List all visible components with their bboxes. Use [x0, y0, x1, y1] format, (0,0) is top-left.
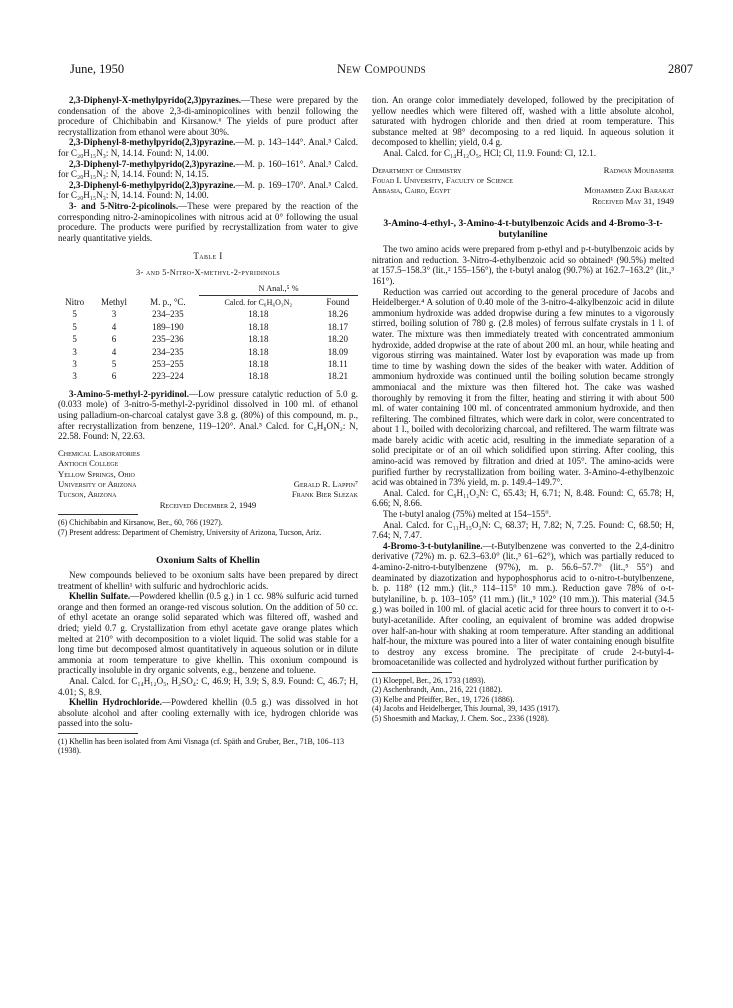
analysis: Anal. Calcd. for C₁₁H₁₅O₂N: C, 68.37; H, 7.82; N, 7.25. Found: C, 68.50; H, 7.64; N, 7.47.	[372, 519, 674, 541]
paragraph	[58, 201, 358, 243]
footnote: (1) Kloeppel, Ber., 26, 1733 (1893).	[372, 675, 486, 685]
table-row	[58, 346, 358, 358]
address-line: Tucson, Arizona	[58, 489, 117, 500]
author-name: Mohammed Zaki Barakat	[584, 185, 674, 196]
address-line: University of Arizona	[58, 478, 137, 489]
paragraph: New compounds believed to be oxonium salts have been prepared by direct treatment of khellin¹ with sulfuric and hydrochloric acids.	[58, 569, 358, 591]
footnote: (3) Kelbe and Pfeiffer, Ber., 19, 1726 (1886).	[372, 694, 515, 704]
paragraph-text: —These were prepared by the condensation of the above 2,3-di-aminopicolines with benzil following the procedure of Chichibabin and Kirsanow.⁶ The yields of pure product after recrystallization from ethanol were about 30%.	[58, 95, 358, 137]
paragraph: The two amino acids were prepared from p-ethyl and p-t-butylbenzoic acids by nitration and reduction. 3-Nitro-4-ethylbenzoic acid so obtained¹ (90.5%) melted at 157.5–158.3° (lit.,² 155–156°), the t-butyl analog (90.7%) at 162.7–163.2° (lit.,³ 161°).	[372, 244, 674, 286]
table-header-cell: Calcd. for C₆H₆O₃N₂	[199, 295, 318, 308]
table-cell: 4	[111, 346, 117, 357]
table-cell: 18.11	[327, 358, 348, 369]
author-name: Radwan Moubasher	[603, 164, 674, 175]
compound-heading: 3- and 5-Nitro-2-picolinols.	[69, 200, 179, 211]
running-header	[70, 62, 693, 78]
footnote-rule	[372, 672, 452, 673]
header-section: New Compounds	[337, 62, 426, 76]
table-cell: 3	[72, 358, 77, 369]
received-date: Received May 31, 1949	[591, 195, 674, 206]
paragraph: tion. An orange color immediately developed, followed by the precipitation of yellow needles which were filtered off, washed with a little absolute alcohol, saturated with hydrogen chloride and then dried at room temperature. This substance melted at 98° decomposing to a red liquid. In aqueous solution it decomposed to khellin; yield, 0.4 g.	[372, 95, 674, 148]
address-line: Fouad I. University, Faculty of Science	[372, 174, 513, 185]
article-title: 3-Amino-4-ethyl-, 3-Amino-4-t-butylbenzoic Acids and 4-Bromo-3-t-butylaniline	[383, 218, 663, 241]
left-column	[58, 95, 358, 756]
page-number: 2807	[668, 62, 693, 76]
author-name: Gerald R. Lappin⁷	[293, 478, 358, 489]
analysis: Anal. Calcd. for C₁₄H₁₂O₅, H₂SO₄: C, 46.9; H, 3.9; S, 8.9. Found: C, 46.7; H, 4.01; S, 8.9.	[58, 675, 358, 697]
address-line: Abbasia, Cairo, Egypt	[372, 185, 451, 196]
table-cell: 6	[111, 334, 117, 345]
table-cell: 223–224	[152, 371, 184, 382]
table-cell: 5	[72, 309, 77, 320]
address-line: Yellow Springs, Ohio	[58, 468, 135, 479]
paragraph: Reduction was carried out according to the general procedure of Jacobs and Heidelberger.⁴ A solution of 0.40 mole of the 3-nitro-4-alkylbenzoic acid in dilute ammonium hydroxide was added dropwise during a few minutes to a vigorously stirred, boiling solution of 780 g. (2.8 moles) of ferrous sulfate crystals in 1 l. of water. The mixture was then immediately treated with concentrated ammonium hydroxide, added dropwise at the rate of about 200 ml. an hour, while heating and vigorous stirring was maintained. Water lost by evaporation was made up from time to time by washing down the sides of the beaker with water. Addition of ammonium hydroxide was continued until the boiling solution became strongly ammoniacal and the mixture was then filtered hot. The cake was washed thoroughly by removing it from the filter, heating and stirring it with about 500 ml. of water containing 100 ml. of concentrated ammonium hydroxide, and then refiltering. The combined filtrates, which were dark in color, were concentrated to about 1 l., boiled with decolorizing charcoal, and refiltered. The warm filtrate was made barely acidic with acetic acid, resulting in the immediate separation of a solid precipitate or of an oil which solidified upon stirring. After cooling, this amino-acid was removed by filtration and dried at 105°. The amino-acids were purified further by recrystallization from boiling water. 3-Amino-4-ethylbenzoic acid was obtained in 73% yield, m. p. 149.4–149.7°.	[372, 286, 674, 488]
compound-heading: 2,3-Diphenyl-X-methylpyrido(2,3)pyrazines.	[69, 95, 242, 105]
table-cell: 18.09	[327, 346, 348, 357]
table-header-cell: Found	[318, 295, 358, 308]
table-row	[58, 308, 358, 320]
compound-heading: 2,3-Diphenyl-7-methylpyrido(2,3)pyrazine.	[69, 158, 236, 169]
footnote: (5) Shoesmith and Mackay, J. Chem. Soc., 2336 (1928).	[372, 713, 550, 723]
analysis: Anal. Calcd. for C₉H₁₁O₂N: C, 65.43; H, 6.71; N, 8.48. Found: C, 65.78; H, 6.66; N, 8.66.	[372, 487, 674, 509]
table-cell: 3	[72, 346, 77, 357]
header-date: June, 1950	[70, 62, 125, 76]
table-row	[58, 358, 358, 370]
paragraph-text: —M. p. 143–144°. Anal.⁵ Calcd. for C₂₀H₁₅N₃: N, 14.14. Found: N, 14.00.	[58, 137, 358, 158]
table-row	[58, 321, 358, 333]
compound-heading: Khellin Hydrochloride.	[69, 697, 162, 708]
table-cell: 18.21	[327, 371, 348, 382]
table-row	[58, 370, 358, 382]
table-cell: 5	[72, 321, 77, 332]
table-header-cell: M. p., °C.	[150, 296, 186, 307]
table-cell: 18.18	[248, 321, 269, 332]
paragraph-text: —M. p. 160–161°. Anal.⁵ Calcd. for C₂₀H₁₅N₃: N, 14.14. Found: N, 14.15.	[58, 158, 358, 180]
paragraph-text: —t-Butylbenzene was converted to the 2,4-dinitro derivative (72%) m. p. 62.3–63.0° (lit.,⁵ 61–62°), which was partially reduced to 4-amino-2-nitro-t-butylbenzene (97%), m. p. 56.6–57.7° (lit.,⁵ 55°) and deaminated by diazotization and hypophosphorus acid to o-nitro-t-butylbenzene, b. p. 118° (12 mm.) (lit.,⁵ 114–115° 10 mm.). Reduction gave 78% of o-t-butylaniline, b. p. 103–105° (11 mm.) (lit.,⁵ 102° (10 mm.)). This material (34.5 g.) was boiled in 100 ml. of glacial acetic acid for three hours to convert it to o-t-butyl-acetanilide. After cooling, an equivalent of bromine was added dropwise over half-an-hour with shaking at room temperature. After standing an additional half-hour, the mixture was poured into a liter of water containing enough bisulfite to destroy any excess bromine. The precipitate of crude 2-t-butyl-4-bromoacetanilide was collected and hydrolyzed without further purification by	[372, 540, 674, 668]
table-cell: 18.18	[248, 309, 269, 320]
table-cell: 253–255	[152, 358, 184, 369]
table-cell: 234–235	[152, 309, 184, 320]
article-title: Oxonium Salts of Khellin	[156, 554, 260, 566]
footnote: (1) Khellin has been isolated from Ami Visnaga (cf. Späth and Gruber, Ber., 71B, 106–113 (1938).	[58, 736, 345, 756]
table-cell: 4	[111, 321, 117, 332]
table-header-cell: Methyl	[100, 296, 127, 307]
paragraph-text: —M. p. 169–170°. Anal.⁵ Calcd. for C₂₀H₁₅N₃: N, 14.14. Found: N, 14.00.	[58, 179, 358, 201]
address-line: Antioch College	[58, 458, 119, 469]
table-cell: 18.18	[248, 346, 269, 357]
paragraph	[58, 697, 358, 729]
data-table	[58, 283, 358, 383]
compound-heading: Khellin Sulfate.	[69, 591, 131, 602]
table-cell: 18.18	[248, 358, 269, 369]
address-line: Department of Chemistry	[372, 164, 462, 175]
paragraph	[58, 159, 358, 180]
table-cell: 6	[111, 371, 117, 382]
author-name: Frank Bier Slezak	[291, 489, 358, 500]
address-line: Chemical Laboratories	[58, 447, 140, 458]
received-date: Received December 2, 1949	[159, 499, 257, 510]
author-address	[58, 448, 358, 510]
paragraph	[58, 95, 358, 137]
table-cell: 235–236	[152, 334, 184, 345]
paragraph-text: —Powdered khellin (0.5 g.) was dissolved in hot absolute alcohol and after cooling externally with ice, hydrogen chloride was passed into the solu-	[58, 697, 358, 729]
paragraph-text: —Low pressure catalytic reduction of 5.0 g. (0.033 mole) of 3-nitro-5-methyl-2-pyridinol dissolved in 100 ml. of ethanol using palladium-on-charcoal catalyst gave 3.8 g. (80%) of this compound, m. p., after recrystallization from benzene, 119–120°. Anal.⁵ Calcd. for C₆H₈ON₂: N, 22.58. Found: N, 22.63.	[58, 388, 358, 442]
table-cell: 18.20	[327, 334, 348, 345]
analysis: Anal. Calcd. for C₁₄H₁₂O₅, HCl; Cl, 11.9. Found: Cl, 12.1.	[383, 147, 597, 158]
table-header-cell: Nitro	[65, 296, 85, 307]
footnote: (6) Chichibabin and Kirsanow, Ber., 60, 766 (1927).	[58, 518, 223, 528]
table-cell: 189–190	[152, 321, 184, 332]
paragraph	[58, 389, 358, 442]
table-cell: 18.17	[327, 321, 348, 332]
table-cell: 3	[111, 309, 117, 320]
footnote-rule	[58, 514, 138, 515]
right-column	[372, 95, 674, 723]
paragraph-text: —These were prepared by the reaction of the corresponding nitro-2-aminopicolines with nitrous acid at 0° following the usual procedure. The products were purified by recrystallization from water to give nearly quantitative yields.	[58, 200, 358, 243]
paragraph-text: —Powdered khellin (0.5 g.) in 1 cc. 98% sulfuric acid turned orange and then formed an orange-red viscous solution. On the addition of 50 cc. of ethyl acetate an orange solid separated which was filtered off, washed and dried; yield 0.7 g. Crystallization from ethyl acetate gave orange plates which melted at 210° with decomposition to a violet liquid. The solid was stable for a long time but decomposed almost quantitatively in aqueous solution or in dilute ammonia at room temperature to give khellin. This oxonium compound is practically insoluble in dry organic solvents, e.g., benzene and toluene.	[58, 591, 358, 676]
footnote: (4) Jacobs and Heidelberger, This Journal, 39, 1435 (1917).	[372, 704, 560, 714]
footnote: (7) Present address: Department of Chemistry, University of Arizona, Tucson, Ariz.	[58, 527, 322, 537]
paragraph	[58, 137, 358, 158]
compound-heading: 2,3-Diphenyl-6-methylpyrido(2,3)pyrazine.	[69, 179, 236, 190]
table-title: Table I	[193, 251, 223, 262]
compound-heading: 3-Amino-5-methyl-2-pyridinol.	[69, 388, 189, 399]
footnote: (2) Aschenbrandt, Ann., 216, 221 (1882).	[372, 685, 503, 695]
table-cell: 18.26	[327, 309, 348, 320]
paragraph	[58, 591, 358, 676]
table-cell: 3	[72, 371, 77, 382]
table-cell: 18.18	[248, 371, 269, 382]
author-address	[372, 165, 674, 207]
table-cell: 18.18	[248, 334, 269, 345]
table-group-header: N Anal.,⁵ %	[258, 283, 299, 293]
table-row	[58, 333, 358, 345]
paragraph: The t-butyl analog (75%) melted at 154–155°.	[383, 509, 552, 520]
paragraph	[372, 541, 674, 668]
paragraph	[58, 180, 358, 201]
compound-heading: 2,3-Diphenyl-8-methylpyrido(2,3)pyrazine.	[69, 137, 236, 148]
table-cell: 5	[111, 358, 117, 369]
table-cell: 234–235	[152, 346, 184, 357]
footnote-rule	[58, 733, 138, 734]
table-caption: 3- and 5-Nitro-X-methyl-2-pyridinols	[135, 267, 281, 277]
compound-heading: 4-Bromo-3-t-butylaniline.	[383, 540, 483, 551]
table-cell: 5	[72, 334, 77, 345]
